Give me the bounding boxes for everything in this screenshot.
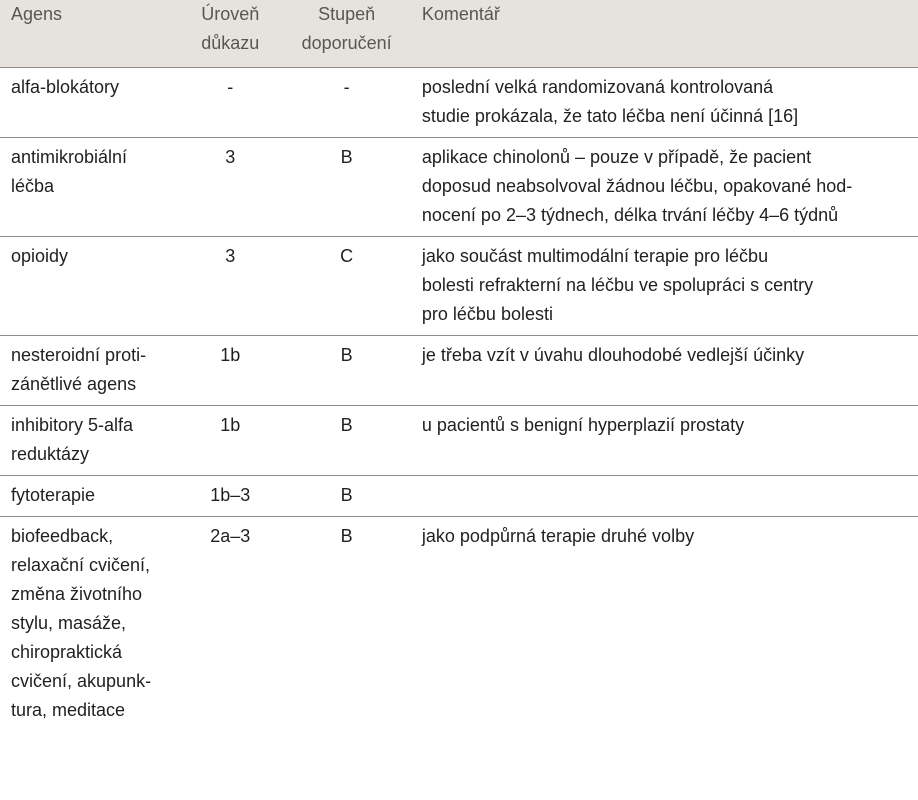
cell-agens: inhibitory 5-alfa reduktázy [0, 405, 177, 475]
cell-agens: nesteroidní proti- zánětlivé agens [0, 335, 177, 405]
cell-stupen: B [283, 137, 410, 236]
cell-komentar: je třeba vzít v úvahu dlouhodobé vedlejší účinky [410, 335, 918, 405]
cell-uroven: 3 [177, 236, 283, 335]
cell-agens: alfa-blokátory [0, 67, 177, 137]
header-agens: Agens [11, 4, 63, 24]
header-uroven-dukazu: Úroveň důkazu [201, 4, 260, 53]
table-row [0, 516, 918, 725]
cell-uroven: 2a–3 [177, 516, 283, 725]
table-row [0, 236, 918, 335]
cell-uroven: 1b–3 [177, 475, 283, 516]
cell-stupen: C [283, 236, 410, 335]
table-header-row [0, 0, 918, 67]
cell-komentar [410, 475, 918, 516]
cell-komentar: aplikace chinolonů – pouze v případě, že pacient doposud neabsolvoval žádnou léčbu, opakované hod- nocení po 2–3 týdnech, délka trvání léčby 4–6 týdnů [410, 137, 918, 236]
cell-agens: opioidy [0, 236, 177, 335]
cell-komentar: jako podpůrná terapie druhé volby [410, 516, 918, 725]
cell-stupen: - [283, 67, 410, 137]
cell-stupen: B [283, 475, 410, 516]
cell-uroven: 3 [177, 137, 283, 236]
cell-agens: antimikrobiální léčba [0, 137, 177, 236]
table-row [0, 405, 918, 475]
cell-stupen: B [283, 516, 410, 725]
cell-uroven: 1b [177, 405, 283, 475]
cell-agens: biofeedback, relaxační cvičení, změna životního stylu, masáže, chiropraktická cvičení, akupunk- tura, meditace [0, 516, 177, 725]
table-row [0, 475, 918, 516]
cell-agens: fytoterapie [0, 475, 177, 516]
cell-stupen: B [283, 335, 410, 405]
cell-komentar: poslední velká randomizovaná kontrolovaná studie prokázala, že tato léčba není účinná [16] [410, 67, 918, 137]
cell-komentar: u pacientů s benigní hyperplazií prostaty [410, 405, 918, 475]
table-row [0, 335, 918, 405]
header-stupen-doporuceni: Stupeň doporučení [301, 4, 392, 53]
table-row [0, 67, 918, 137]
cell-stupen: B [283, 405, 410, 475]
cell-uroven: 1b [177, 335, 283, 405]
header-komentar: Komentář [421, 4, 500, 24]
cell-komentar: jako součást multimodální terapie pro léčbu bolesti refrakterní na léčbu ve spolupráci s centry pro léčbu bolesti [410, 236, 918, 335]
table-row [0, 137, 918, 236]
cell-uroven: - [177, 67, 283, 137]
